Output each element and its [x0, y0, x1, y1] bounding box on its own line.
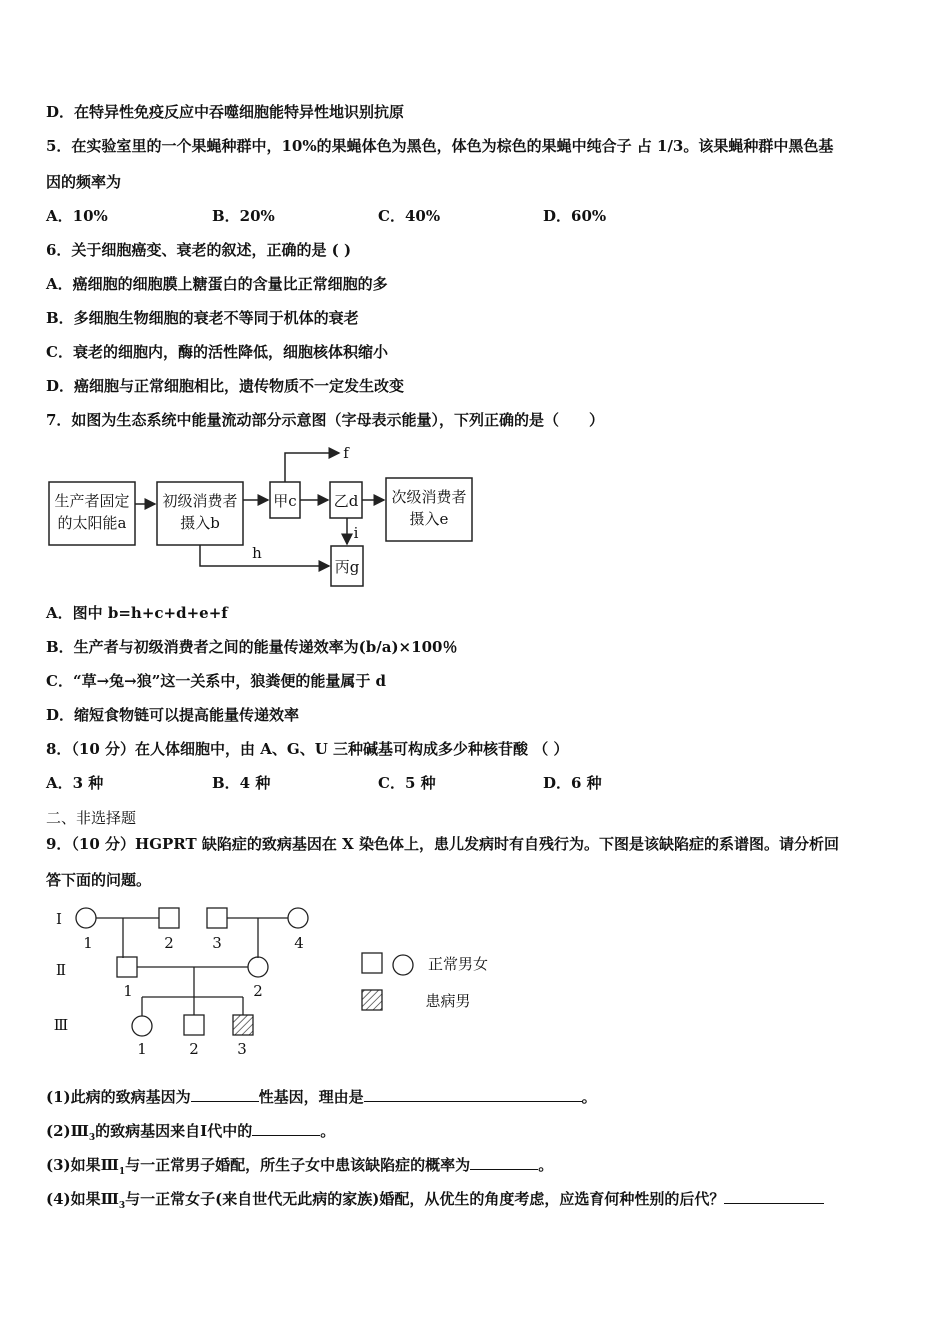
num-III1: 1 [137, 1040, 147, 1058]
q9-sub3-text-c: 。 [538, 1156, 554, 1174]
person-I2 [159, 908, 179, 928]
person-I1 [76, 908, 96, 928]
legend-affected-male [362, 990, 382, 1010]
label-primary-l2: 摄入b [180, 514, 220, 532]
q9-stem: 9．（10 分）HGPRT 缺陷症的致病基因在 X 染色体上，患儿发病时有自残行为。下图是该缺陷症的系谱图。请分析回 [46, 835, 839, 853]
q6-option-b: B．多细胞生物细胞的衰老不等同于机体的衰老 [46, 309, 359, 327]
q9-sub2-text-a: (2)Ⅲ [46, 1122, 89, 1140]
num-II2: 2 [253, 982, 263, 1000]
q9-sub4 [46, 1189, 824, 1216]
legend-normal-female [393, 955, 413, 975]
legend-normal-male [362, 953, 382, 973]
q8-stem: 8．（10 分）在人体细胞中，由 A、G、U 三种碱基可构成多少种核苷酸 （ ） [46, 740, 569, 758]
num-II1: 1 [123, 982, 133, 1000]
q9-sub3-text-b: 与一正常男子婚配，所生子女中患该缺陷症的概率为 [125, 1156, 471, 1174]
num-I4: 4 [294, 934, 304, 952]
label-producer-l1: 生产者固定 [54, 492, 130, 510]
q8-option-b: B．4 种 [212, 774, 271, 792]
q9-sub3-text-a: (3)如果Ⅲ [46, 1156, 119, 1174]
num-III3: 3 [237, 1040, 247, 1058]
q5-option-b: B．20% [212, 207, 275, 225]
q9-sub1-blank1[interactable] [191, 1087, 259, 1102]
q8-option-a: A．3 种 [46, 774, 104, 792]
q7-option-c: C．“草→兔→狼”这一关系中，狼粪便的能量属于 d [46, 672, 387, 690]
q9-sub2-text-b: 的致病基因来自Ⅰ代中的 [95, 1122, 253, 1140]
person-I4 [288, 908, 308, 928]
q9-stem-cont: 答下面的问题。 [46, 871, 152, 889]
label-h: h [252, 544, 262, 562]
q9-sub1-text-b: 性基因，理由是 [258, 1088, 364, 1106]
section-title: 二、非选择题 [46, 809, 137, 827]
person-I3 [207, 908, 227, 928]
label-secondary-l1: 次级消费者 [391, 488, 467, 506]
arrow-h [200, 545, 329, 566]
arrow-f [285, 453, 339, 482]
q5-stem-cont: 因的频率为 [46, 173, 122, 191]
q9-sub1 [46, 1087, 597, 1107]
gen-label-III: Ⅲ [53, 1016, 69, 1034]
num-I1: 1 [83, 934, 93, 952]
q9-sub2-blank[interactable] [252, 1121, 320, 1136]
q9-sub2-subscript: 3 [88, 1133, 96, 1143]
label-producer-l2: 的太阳能a [57, 514, 127, 532]
q6-option-a: A．癌细胞的细胞膜上糖蛋白的含量比正常细胞的多 [46, 275, 388, 293]
q9-sub2 [46, 1121, 335, 1148]
q9-sub1-text-a: (1)此病的致病基因为 [46, 1088, 191, 1106]
q7-stem: 7．如图为生态系统中能量流动部分示意图（字母表示能量），下列正确的是（ ） [46, 411, 604, 429]
q9-sub1-blank2[interactable] [364, 1087, 582, 1102]
q7-option-d: D．缩短食物链可以提高能量传递效率 [46, 706, 300, 724]
label-primary-l1: 初级消费者 [162, 492, 238, 510]
q9-sub1-text-c: 。 [581, 1088, 597, 1106]
num-I3: 3 [212, 934, 222, 952]
person-II1 [117, 957, 137, 977]
person-II2 [248, 957, 268, 977]
gen-label-I: Ⅰ [56, 910, 62, 928]
person-III2 [184, 1015, 204, 1035]
q5-option-d: D．60% [543, 207, 607, 225]
q5-option-a: A．10% [46, 207, 108, 225]
q6-stem: 6．关于细胞癌变、衰老的叙述，正确的是 ( ) [46, 241, 352, 259]
q7-option-b: B．生产者与初级消费者之间的能量传递效率为(b/a)×100％ [46, 638, 458, 656]
person-III3-affected [233, 1015, 253, 1035]
q6-option-c: C．衰老的细胞内，酶的活性降低，细胞核体积缩小 [46, 343, 388, 361]
q7-option-a: A．图中 b=h+c+d+e+f [46, 604, 228, 622]
q9-sub4-text-b: 与一正常女子(来自世代无此病的家族)婚配，从优生的角度考虑，应选育何种性别的后代？ [125, 1190, 725, 1208]
q8-option-c: C．5 种 [378, 774, 436, 792]
label-i: i [353, 524, 359, 542]
energy-flow-diagram [44, 442, 484, 592]
num-I2: 2 [164, 934, 174, 952]
q6-option-d: D．癌细胞与正常细胞相比，遗传物质不一定发生改变 [46, 377, 405, 395]
label-yi: 乙d [333, 492, 359, 510]
legend-affected-label: 患病男 [425, 992, 471, 1010]
label-f: f [343, 444, 349, 462]
q9-sub3-blank[interactable] [470, 1155, 538, 1170]
num-III2: 2 [189, 1040, 199, 1058]
pedigree-chart [44, 900, 514, 1070]
q9-sub4-subscript: 3 [118, 1201, 126, 1211]
q8-option-d: D．6 种 [543, 774, 602, 792]
gen-label-II: Ⅱ [55, 961, 67, 979]
label-jia: 甲c [273, 492, 297, 510]
q9-sub4-text-a: (4)如果Ⅲ [46, 1190, 119, 1208]
q9-sub3 [46, 1155, 553, 1182]
q9-sub2-text-c: 。 [320, 1122, 336, 1140]
label-bing: 丙g [334, 558, 360, 576]
person-III1 [132, 1016, 152, 1036]
legend-normal-label: 正常男女 [427, 955, 489, 973]
q5-option-c: C．40% [378, 207, 441, 225]
q5-stem: 5．在实验室里的一个果蝇种群中，10%的果蝇体色为黑色，体色为棕色的果蝇中纯合子 占 1/3。该果蝇种群中黑色基 [46, 137, 834, 155]
q4-option-d: D．在特异性免疫反应中吞噬细胞能特异性地识别抗原 [46, 103, 405, 121]
q9-sub4-blank[interactable] [724, 1189, 824, 1204]
label-secondary-l2: 摄入e [409, 510, 449, 528]
q9-sub3-subscript: 1 [118, 1167, 126, 1177]
